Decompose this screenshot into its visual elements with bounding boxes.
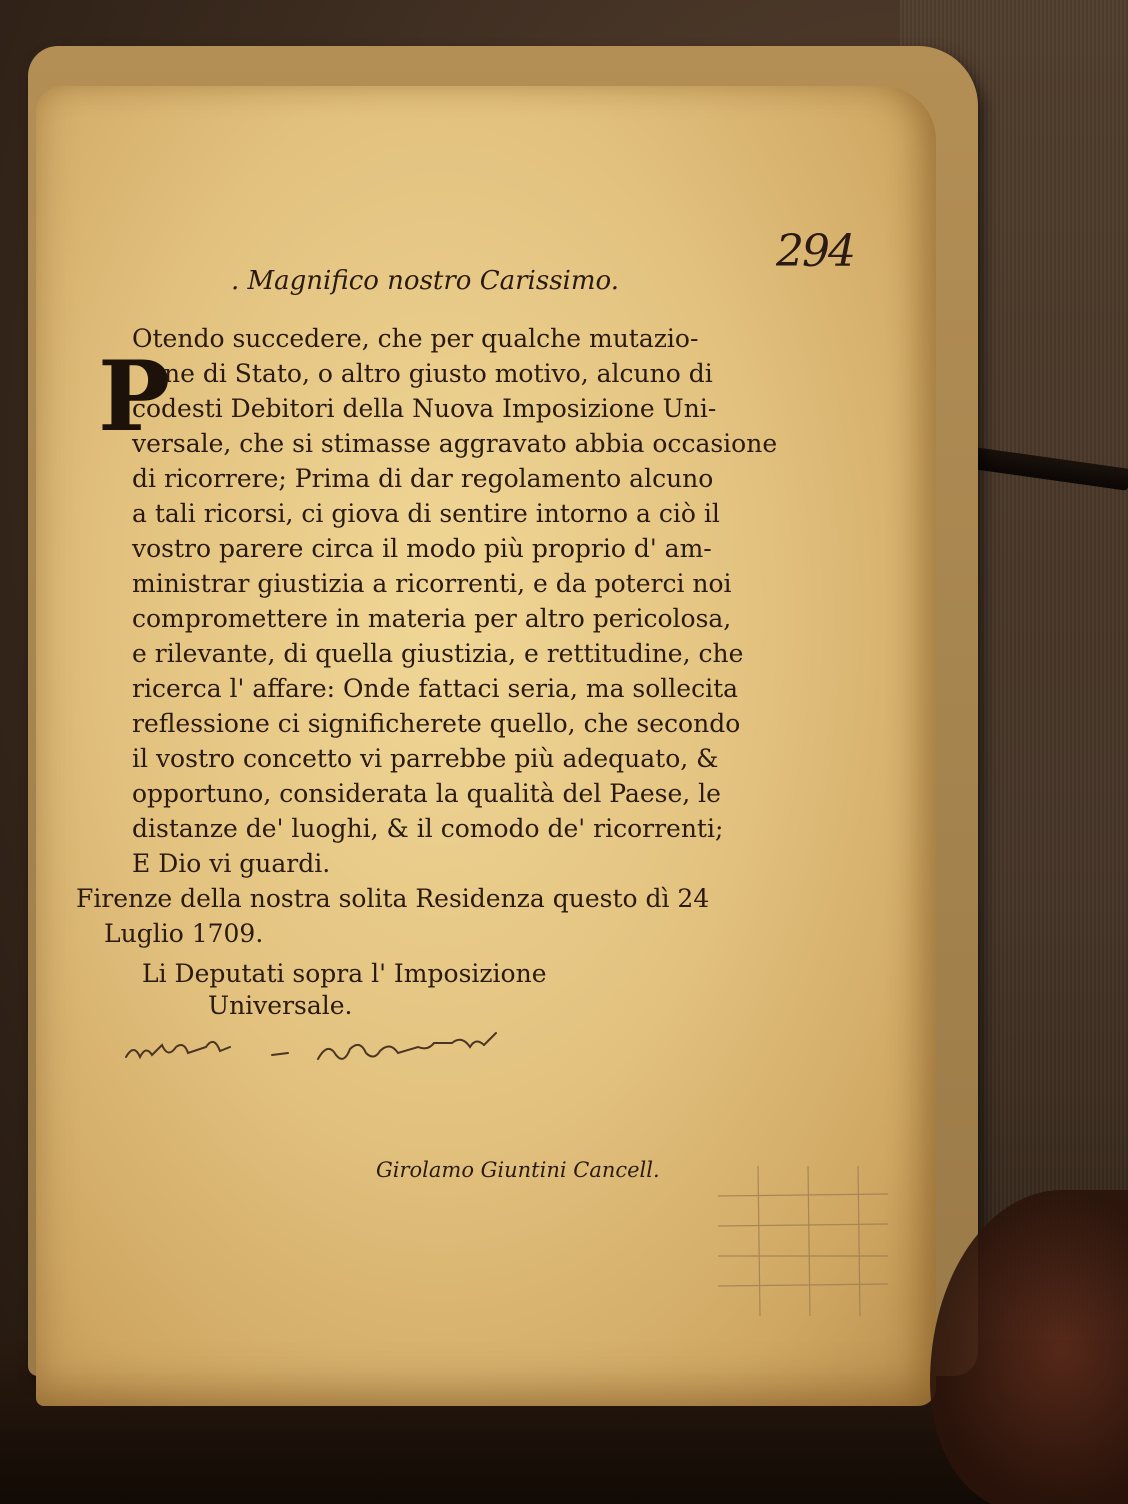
body-line-13: il vostro concetto vi parrebbe più adequato, & — [132, 744, 719, 773]
body-line-12: reflessione ci significherete quello, che secondo — [132, 709, 741, 738]
body-line-16: E Dio vi guardi. — [132, 849, 331, 878]
body-line-8: ministrar giustizia a ricorrenti, e da poterci noi — [132, 569, 732, 598]
page-stack — [28, 46, 978, 1376]
body-line-3: codesti Debitori della Nuova Imposizione Uni- — [132, 394, 717, 423]
body-line-9: compromettere in materia per altro pericolosa, — [132, 604, 732, 633]
body-line-17: Firenze della nostra solita Residenza questo dì 24 — [76, 884, 710, 913]
signatories-line-1: Li Deputati sopra l' Imposizione — [142, 959, 547, 988]
salutation: . Magnifico nostro Carissimo. — [231, 266, 619, 296]
body-line-14: opportuno, considerata la qualità del Paese, le — [132, 779, 721, 808]
pencil-grid-marks — [698, 1156, 898, 1326]
handwritten-annotation — [122, 1031, 562, 1071]
body-line-2: ne di Stato, o altro giusto motivo, alcuno di — [164, 359, 713, 388]
body-line-18: Luglio 1709. — [104, 919, 264, 948]
document-page — [36, 86, 936, 1406]
drop-cap: P — [98, 340, 171, 453]
body-line-7: vostro parere circa il modo più proprio d' am- — [132, 534, 712, 563]
body-line-11: ricerca l' affare: Onde fattaci seria, ma sollecita — [132, 674, 739, 703]
body-line-10: e rilevante, di quella giustizia, e rettitudine, che — [132, 639, 744, 668]
signatories — [142, 958, 547, 1022]
chancellor-signature: Girolamo Giuntini Cancell. — [376, 1158, 660, 1182]
body-line-15: distanze de' luoghi, & il comodo de' ricorrenti; — [132, 814, 724, 843]
signatories-line-2: Universale. — [208, 991, 353, 1020]
body-line-6: a tali ricorsi, ci giova di sentire intorno a ciò il — [132, 499, 720, 528]
page-number: 294 — [776, 226, 854, 277]
body-line-5: di ricorrere; Prima di dar regolamento alcuno — [132, 464, 714, 493]
body-line-1: Otendo succedere, che per qualche mutazio- — [132, 324, 699, 353]
body-line-4: versale, che si stimasse aggravato abbia occasione — [132, 429, 778, 458]
